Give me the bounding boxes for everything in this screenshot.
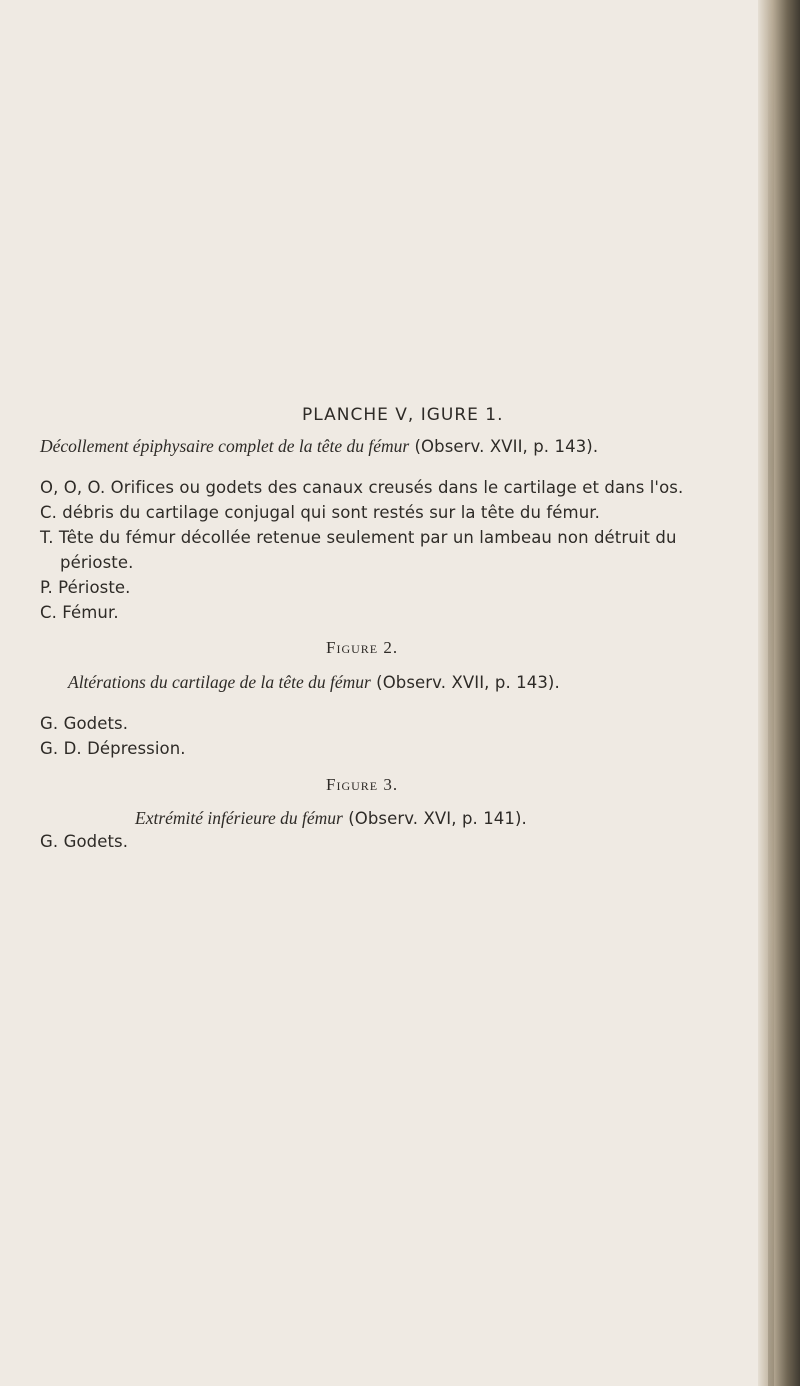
figure3-legend-item: G. Godets. <box>40 832 129 851</box>
figure1-legend-item: T. Tête du fémur décollée retenue seulement par un lambeau non détruit du <box>40 528 677 547</box>
figure3-caption-title: Extrémité inférieure du fémur <box>135 808 343 828</box>
figure3-caption <box>135 808 527 829</box>
figure2-caption-title: Altérations du cartilage de la tête du fémur <box>68 672 371 692</box>
figure1-caption-title: Décollement épiphysaire complet de la tête du fémur <box>40 436 410 456</box>
figure1-caption-ref: (Observ. XVII, p. 143). <box>409 437 599 456</box>
figure1-caption <box>40 436 598 457</box>
figure3-heading: Figure 3. <box>326 775 399 794</box>
page-binding-edge <box>758 0 800 1386</box>
figure2-caption <box>68 672 560 693</box>
figure2-legend-item: G. Godets. <box>40 714 129 733</box>
figure1-legend-item: C. débris du cartilage conjugal qui sont restés sur la tête du fémur. <box>40 503 601 522</box>
figure1-legend-item: O, O, O. Orifices ou godets des canaux creusés dans le cartilage et dans l'os. <box>40 478 684 497</box>
figure1-legend-item: périoste. <box>60 553 134 572</box>
plate-title: PLANCHE V, IGURE 1. <box>302 405 504 425</box>
figure2-heading: Figure 2. <box>326 638 399 657</box>
figure1-legend-item: P. Périoste. <box>40 578 131 597</box>
figure3-caption-ref: (Observ. XVI, p. 141). <box>342 809 527 828</box>
figure2-caption-ref: (Observ. XVII, p. 143). <box>370 673 560 692</box>
figure2-legend-item: G. D. Dépression. <box>40 739 186 758</box>
figure1-legend-item: C. Fémur. <box>40 603 119 622</box>
